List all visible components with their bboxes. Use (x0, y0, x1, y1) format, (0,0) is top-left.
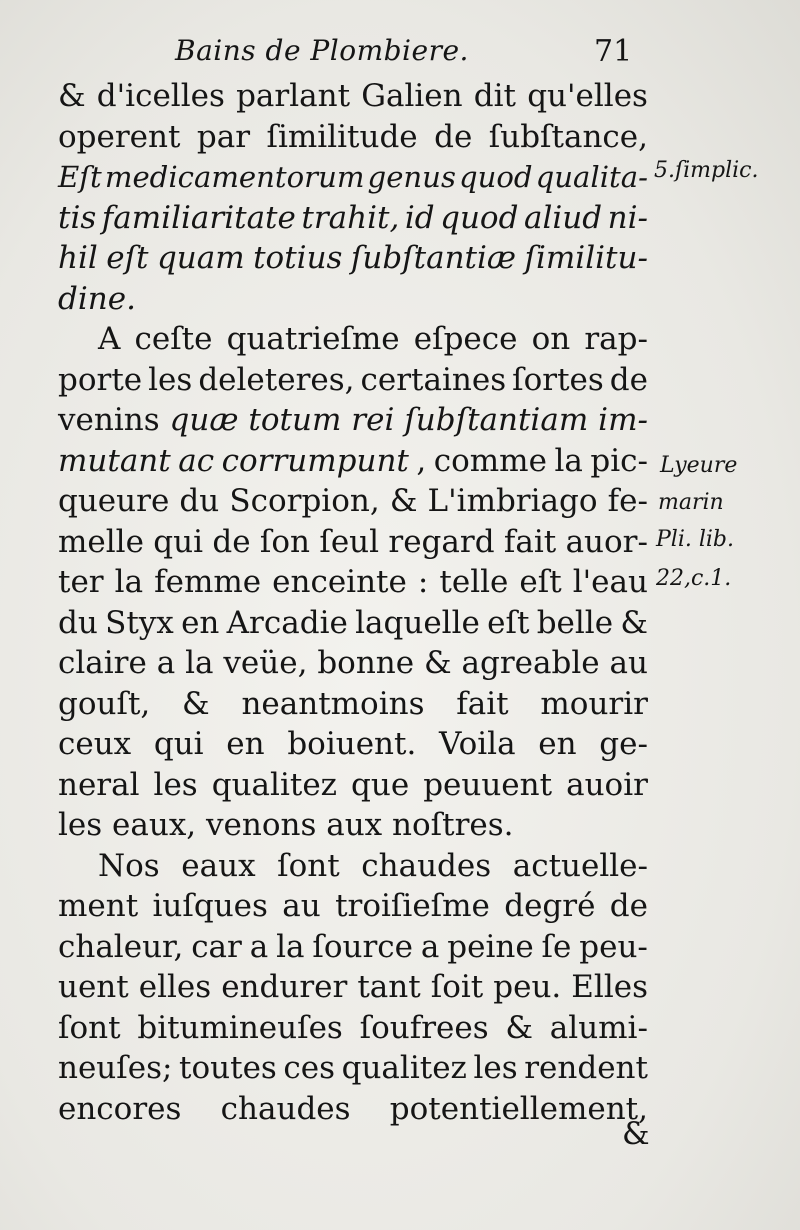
margin-note-simplic: 5.ſimplic. (654, 158, 759, 183)
text-line: Nos eaux ſont chaudes actuelle- (98, 847, 648, 884)
margin-note-chapter: 22,c.1. (656, 566, 732, 591)
text-line: ceux qui en boiuent. Voila en ge- (58, 726, 648, 762)
text-line: operent par ſimilitude de ſubſtance, (58, 118, 648, 155)
text-line: ment iuſques au troiſieſme degré de (58, 888, 648, 924)
margin-note-lyeure: Lyeure (660, 453, 738, 478)
page-number: 71 (594, 34, 633, 69)
text-line: du Styx en Arcadie laquelle eſt belle & (58, 604, 648, 641)
text-line: tis familiaritate trahit, id quod aliud ni- (58, 199, 648, 236)
text-line: A ceſte quatrieſme eſpece on rap- (98, 321, 648, 357)
text-line: ſont bitumineuſes ſoufrees & alumi- (58, 1009, 648, 1046)
text-line: melle qui de ſon ſeul regard fait auor- (58, 523, 648, 560)
text-line: ter la femme enceinte : telle eſt l'eau (58, 564, 648, 600)
text-line: dine. (58, 280, 136, 317)
text-line: Eſt medicamentorum genus quod qualita- (58, 160, 648, 194)
running-title: Bains de Plombiere. (175, 34, 469, 67)
text-line: neral les qualitez que peuuent auoir (58, 766, 648, 803)
text-line: gouſt, & neantmoins fait mourir (58, 685, 648, 722)
text-line: encores chaudes potentiellement, (58, 1090, 648, 1127)
text-line: les eaux, venons aux noſtres. (58, 807, 514, 843)
text-line: hil eſt quam totius ſubſtantiæ ſimilitu- (58, 240, 648, 276)
text-line: chaleur, car a la ſource a peine ſe peu- (58, 928, 648, 965)
text-line: uent elles endurer tant ſoit peu. Elles (58, 969, 648, 1005)
text-line: & d'icelles parlant Galien dit qu'elles (58, 78, 648, 114)
margin-note-marin: marin (658, 490, 724, 515)
margin-note-pli-lib: Pli. lib. (656, 527, 735, 552)
text-line: mutant ac corrumpunt , comme la pic- (58, 442, 648, 479)
text-line: porte les deleteres, certaines ſortes de (58, 361, 648, 398)
text-line: neuſes; toutes ces qualitez les rendent (58, 1050, 648, 1086)
text-line: claire a la veüe, bonne & agreable au (58, 645, 648, 681)
body-text (58, 76, 648, 1129)
text-line: queure du Scorpion, & L'imbriago fe- (58, 483, 648, 519)
catchword: & (622, 1116, 650, 1152)
text-line: venins quæ totum rei ſubſtantiam im- (58, 402, 648, 438)
